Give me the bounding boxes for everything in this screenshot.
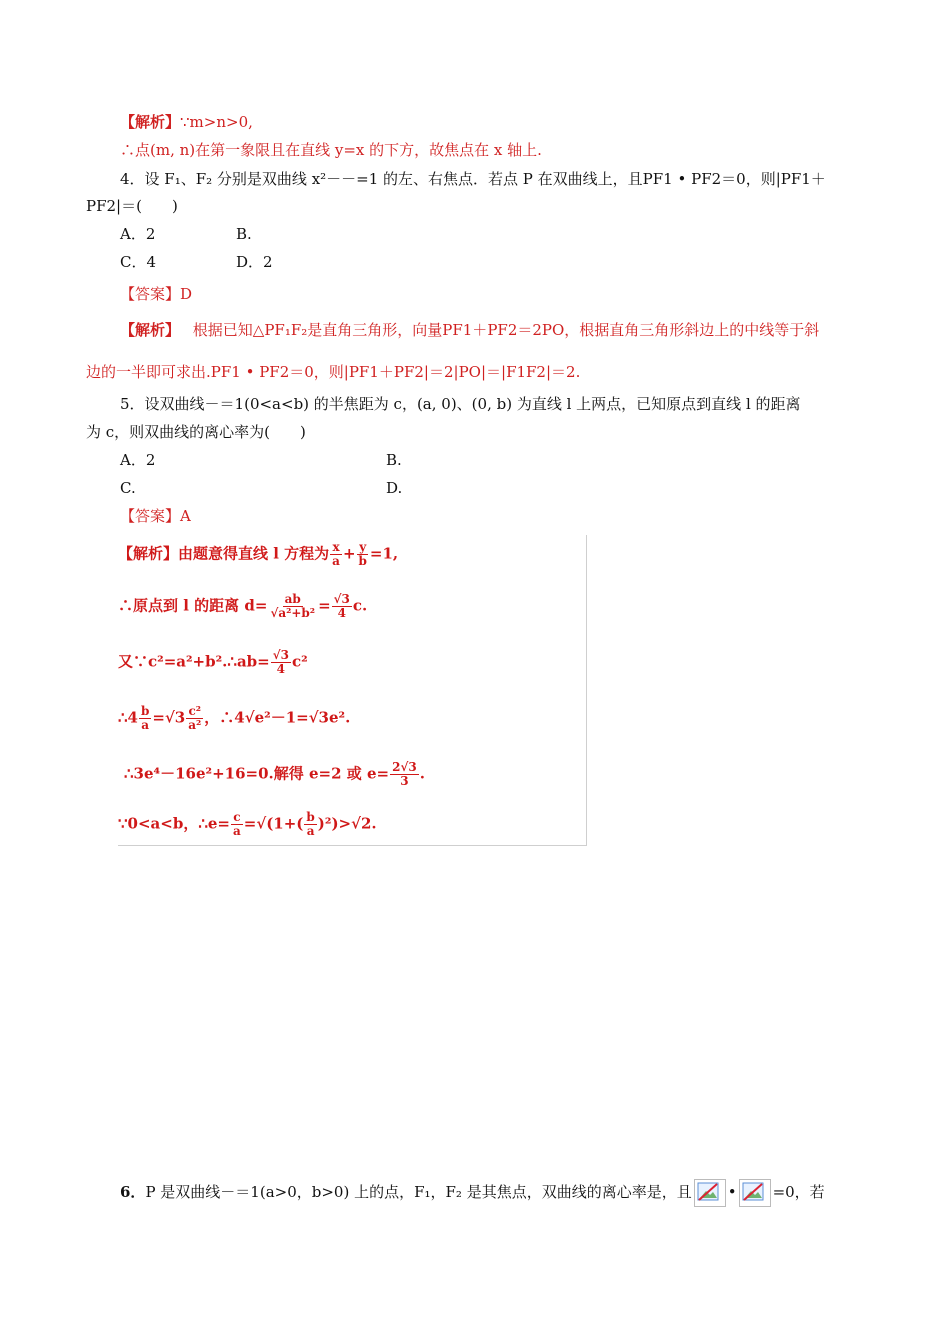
q4-answer: 【答案】D: [120, 285, 193, 303]
question-5-line-1: 5．设双曲线－＝1(0<a<b) 的半焦距为 c，(a, 0)、(0, b) 为直线 l 上两点，已知原点到直线 l 的距离: [120, 395, 801, 413]
frac-den: 3: [400, 774, 409, 788]
q4-solution-tag: 【解析】: [120, 321, 181, 339]
q5-answer: 【答案】A: [120, 507, 191, 525]
sol-row-2: [118, 593, 367, 620]
sol-r5-post: .: [419, 764, 425, 783]
fraction: [139, 705, 151, 732]
sol-row-5: [124, 761, 425, 788]
frac-num: ab: [284, 592, 301, 606]
question-4-line-2: PF2|＝( ): [86, 197, 178, 215]
sol-r5-pre: ∴3e⁴－16e²+16=0.解得 e=2 或 e=: [124, 764, 390, 783]
sol-r2-pre: ∴原点到 l 的距离 d=: [118, 596, 268, 615]
fraction: [332, 593, 352, 620]
question-5-line-2: 为 c，则双曲线的离心率为( ): [86, 423, 306, 441]
q6-text: P 是双曲线－＝1(a>0，b>0) 上的点，F₁，F₂ 是其焦点，双曲线的离心率是，且: [145, 1183, 692, 1201]
fraction: [186, 705, 203, 732]
q5-option-c: C.: [120, 479, 136, 497]
fraction: [268, 593, 317, 620]
sol-r1-pre: 【解析】由题意得直线 l 方程为: [118, 544, 330, 563]
analysis-line-1: [120, 112, 253, 132]
q5-option-d: D.: [386, 479, 403, 497]
fraction: [390, 761, 419, 788]
q4-option-c: C．4: [120, 253, 157, 271]
q4-option-a: A．2: [120, 225, 156, 243]
sol-r6-post: )²)>√2.: [317, 814, 377, 833]
sol-r3-pre: 又∵c²=a²+b².∴ab=: [118, 652, 270, 671]
sol-r4-pre: ∴4: [118, 708, 138, 727]
frac-num: √3: [333, 592, 350, 606]
frac-den: a: [232, 824, 241, 838]
analysis-line-2: ∴点(m, n)在第一象限且在直线 y=x 的下方，故焦点在 x 轴上.: [120, 141, 542, 159]
fraction: [330, 541, 342, 568]
sol-plus: +: [342, 544, 356, 563]
frac-den: 4: [276, 662, 286, 676]
solution-image: [118, 535, 587, 846]
q5-option-b: B.: [386, 451, 402, 469]
frac-den: √a²+b²: [270, 606, 316, 620]
frac-num: b: [140, 704, 150, 718]
fraction: [271, 649, 291, 676]
frac-num: x: [332, 540, 340, 554]
frac-den: 4: [337, 606, 346, 620]
frac-num: b: [306, 810, 315, 824]
q4-option-b: B.: [236, 225, 252, 243]
q4-solution-text: 根据已知△PF₁F₂是直角三角形，向量PF1＋PF2＝2PO，根据直角三角形斜边上的中线等于斜: [192, 321, 820, 339]
frac-num: c: [233, 810, 241, 824]
q6-dot: •: [727, 1183, 737, 1201]
analysis-tag: 【解析】: [120, 113, 181, 131]
fraction: [231, 811, 243, 838]
q6-number: 6．: [120, 1183, 146, 1201]
sol-row-4: [118, 705, 350, 732]
q4-option-d: D．2: [236, 253, 273, 271]
broken-image-icon: [739, 1179, 771, 1207]
frac-num: 2√3: [392, 760, 417, 774]
frac-den: a: [141, 718, 150, 732]
frac-den: a: [306, 824, 315, 838]
sol-r1-post: =1,: [369, 544, 399, 563]
question-4-line-1: 4．设 F₁、F₂ 分别是双曲线 x²－－=1 的左、右焦点．若点 P 在双曲线上，且PF1 • PF2＝0，则|PF1＋: [120, 170, 826, 188]
fraction: [304, 811, 316, 838]
sol-r3-post: c²: [291, 652, 308, 671]
frac-den: a: [332, 554, 340, 568]
sol-r6-pre: ∵0<a<b，∴e=: [118, 814, 230, 833]
analysis-text: ∵m>n>0,: [180, 113, 253, 131]
sol-r6-mid: =√(1+(: [243, 814, 304, 833]
q5-option-a: A．2: [120, 451, 156, 469]
sol-row-6: [118, 811, 377, 838]
frac-num: y: [359, 540, 367, 554]
sol-eq: =: [318, 596, 331, 615]
sol-r4-mid: =√3: [152, 708, 186, 727]
sol-r4-post: ，∴4√e²－1=√3e².: [204, 708, 351, 727]
frac-den: a²: [188, 718, 202, 732]
frac-num: c²: [188, 704, 202, 718]
frac-num: √3: [272, 648, 289, 662]
q6-text-end: =0，若: [772, 1183, 825, 1201]
q4-solution-line-2: 边的一半即可求出.PF1 • PF2＝0，则|PF1＋PF2|＝2|PO|＝|F1F2|＝2.: [86, 363, 581, 381]
broken-image-icon: [694, 1179, 726, 1207]
sol-row-1: [118, 541, 398, 568]
sol-row-3: [118, 649, 308, 676]
frac-den: b: [358, 554, 367, 568]
q4-solution-line-1: [120, 320, 819, 340]
question-6-line-1: [120, 1178, 825, 1207]
fraction: [357, 541, 369, 568]
sol-r2-post: c.: [352, 596, 368, 615]
